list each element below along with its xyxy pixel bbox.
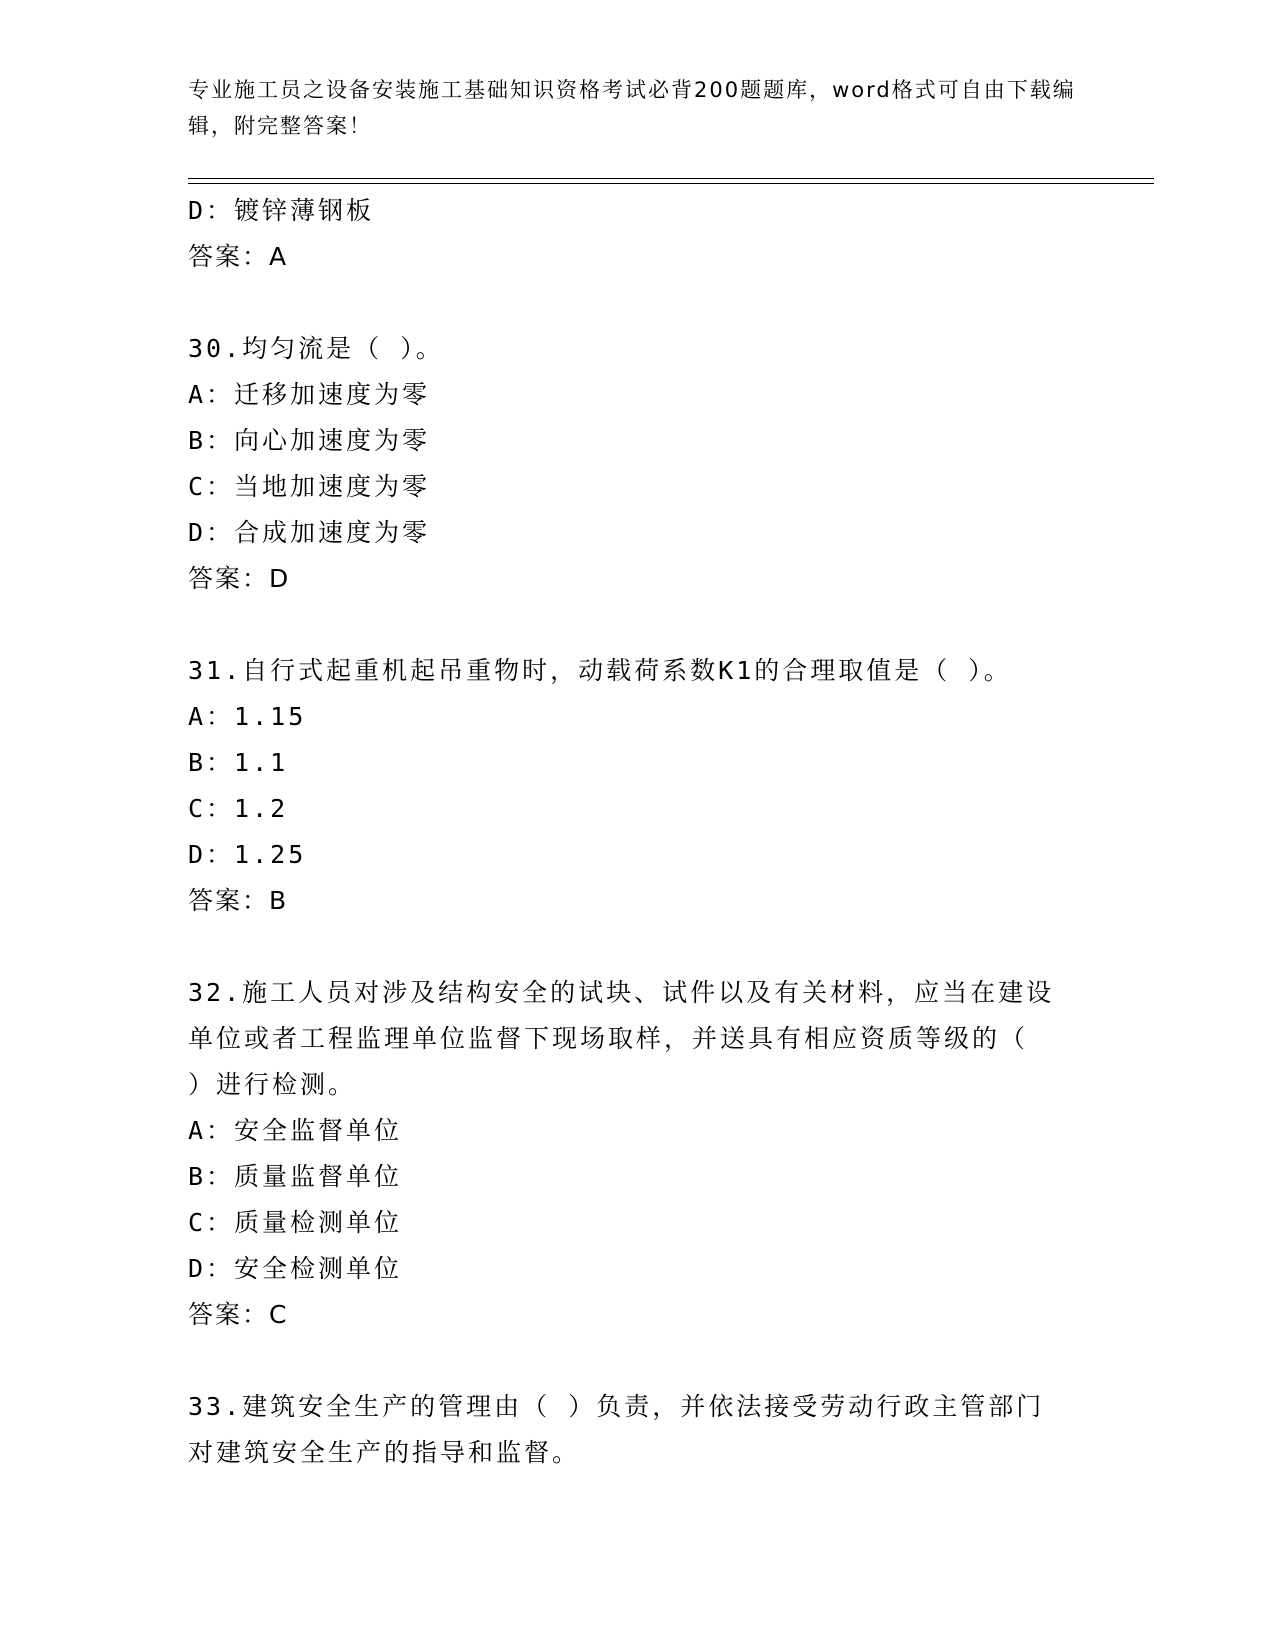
header-title: 专业施工员之设备安装施工基础知识资格考试必背200题题库，word格式可自由下载编辑，附完整答案！ [188, 78, 1076, 138]
question-32-stem-line-2: 单位或者工程监理单位监督下现场取样，并送具有相应资质等级的（ [188, 1024, 1029, 1053]
question-31-stem: 31.自行式起重机起吊重物时，动载荷系数K1的合理取值是（ ）。 [188, 656, 1012, 685]
prev-option-d: D：镀锌薄钢板 [188, 196, 375, 225]
question-31-option-a: A：1.15 [188, 702, 307, 731]
spacer [188, 924, 1088, 970]
question-31-option-d: D：1.25 [188, 840, 307, 869]
question-30-stem: 30.均匀流是（ ）。 [188, 334, 444, 363]
question-33-stem-line-1: 33.建筑安全生产的管理由（ ）负责，并依法接受劳动行政主管部门 [188, 1392, 1045, 1421]
question-32-stem-line-3: ）进行检测。 [188, 1070, 357, 1099]
question-30-option-c: C：当地加速度为零 [188, 472, 431, 501]
prev-answer: 答案：A [188, 242, 289, 271]
question-32-stem-line-1: 32.施工人员对涉及结构安全的试块、试件以及有关材料，应当在建设 [188, 978, 1055, 1007]
question-30-answer: 答案：D [188, 564, 291, 593]
question-31-answer: 答案：B [188, 886, 289, 915]
document-header [188, 72, 1088, 144]
question-30-option-a: A：迁移加速度为零 [188, 380, 431, 409]
question-32-option-d: D：安全检测单位 [188, 1254, 403, 1283]
question-31-option-b: B：1.1 [188, 748, 289, 777]
question-list [188, 188, 1088, 1476]
header-rule-bottom [188, 183, 1154, 184]
question-30-option-b: B：向心加速度为零 [188, 426, 431, 455]
question-33-stem-line-2: 对建筑安全生产的指导和监督。 [188, 1438, 581, 1467]
question-32-option-a: A：安全监督单位 [188, 1116, 403, 1145]
question-32-answer: 答案：C [188, 1300, 289, 1329]
question-32-option-c: C：质量检测单位 [188, 1208, 403, 1237]
question-32-option-b: B：质量监督单位 [188, 1162, 403, 1191]
header-rule-top [188, 178, 1154, 179]
spacer [188, 280, 1088, 326]
question-30-option-d: D：合成加速度为零 [188, 518, 431, 547]
question-31-option-c: C：1.2 [188, 794, 289, 823]
spacer [188, 602, 1088, 648]
spacer [188, 1338, 1088, 1384]
